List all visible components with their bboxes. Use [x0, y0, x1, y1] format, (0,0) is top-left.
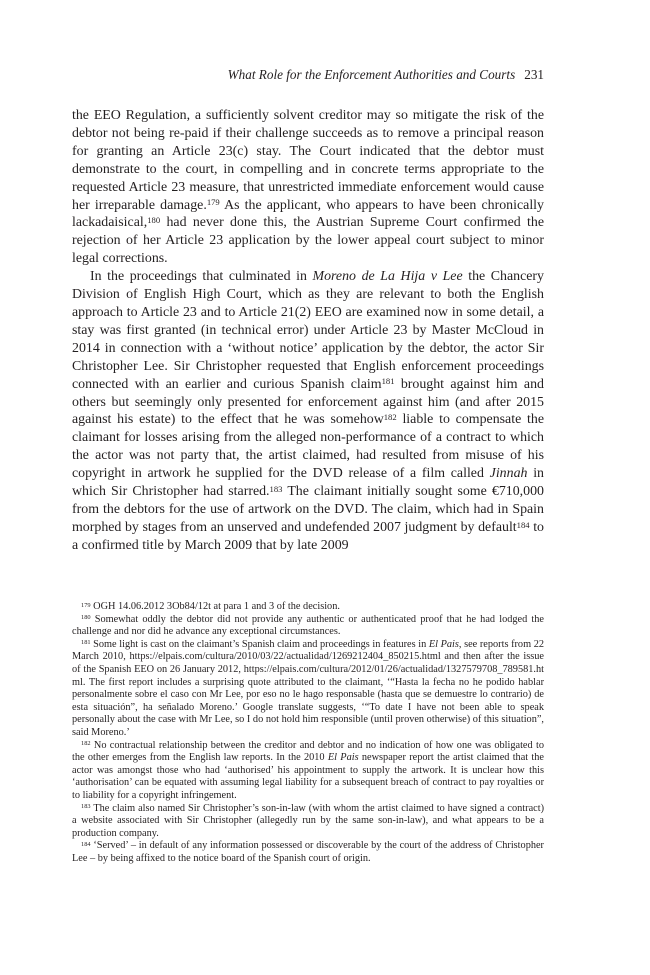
footnote-text: The claim also named Sir Christopher’s son-in-law (with whom the artist claimed to have signed a contract) a website associated with Sir Christopher (allegedly run by the same son-in-law), and what appears to be a production company.: [72, 802, 544, 839]
text-run: As the applicant, who appears to have been chronically lackadaisical,: [72, 197, 544, 231]
text-run: to a confirmed title by March 2009 that by late 2009: [72, 519, 545, 553]
text-run: in which Sir Christopher had starred.: [72, 466, 544, 500]
text-run: the Chancery Division of English High Court, which as they are relevant to both the English approach to Article 23 and to Article 21(2) EEO are examined now in some detail, a stay was first granted (in technical error) under Article 23 by Master McCloud in 2014 in connection with a ‘without notice’ application by the debtor, the actor Sir Christopher Lee. Sir Christopher requested that English enforcement proceedings connected with an earlier and curious Spanish claim: [72, 269, 545, 392]
running-head-title: What Role for the Enforcement Authorities and Courts: [227, 67, 516, 82]
footnote-184: [72, 840, 544, 865]
page-number: 231: [524, 67, 544, 82]
newspaper-name: El Pais: [428, 638, 459, 650]
footnote-ref-183[interactable]: 183: [269, 483, 283, 494]
text-run: the EEO Regulation, a sufficiently solvent creditor may so mitigate the risk of the debtor not being re-paid if their challenge succeeds as to remove a principal reason for granting an Article 23(c) stay. The Court indicated that the debtor must demonstrate to the court, in compelling and in concrete terms appropriate to the requested Article 23 measure, that unrestricted immediate enforcement would cause her irreparable damage.: [72, 108, 544, 213]
footnote-text: Somewhat oddly the debtor did not provide any authentic or authenticated proof that he had lodged the challenge and nor did he advance any exceptional circumstances.: [72, 613, 544, 638]
footnote-183: [72, 803, 544, 841]
footnote-number: 183: [81, 803, 91, 811]
case-name: Moreno de La Hija v Lee: [312, 269, 463, 285]
text-run: had never done this, the Austrian Supreme Court confirmed the rejection of her Article 23 application by the lower appeal court subject to minor legal corrections.: [72, 215, 544, 267]
footnote-ref-181[interactable]: 181: [381, 376, 395, 387]
footnote-number: 180: [81, 614, 91, 622]
footnote-ref-184[interactable]: 184: [516, 519, 530, 530]
footnote-number: 181: [81, 639, 91, 647]
main-text: [72, 107, 544, 555]
footnote-text: and then after the issue of the Spanish EEO on 26 January 2012,: [72, 651, 545, 675]
footnote-179: [72, 601, 544, 614]
footnote-text: , see reports from 22 March 2010,: [72, 638, 544, 663]
url-link[interactable]: https://elpais.com/cultura/2010/03/22/actualidad/1269212404_850215.html: [129, 651, 441, 663]
footnotes: [72, 601, 544, 865]
footnote-number: 184: [81, 840, 91, 848]
film-title: Jinnah: [489, 466, 528, 482]
footnote-ref-182[interactable]: 182: [383, 412, 397, 423]
paragraph: [72, 107, 544, 268]
footnote-181: [72, 639, 544, 740]
footnote-ref-179[interactable]: 179: [206, 197, 220, 208]
newspaper-name: El Pais: [327, 752, 359, 764]
text-run: In the proceedings that culminated in: [90, 269, 313, 285]
url-link[interactable]: https://elpais.com/cultura/2012/01/26/actualidad/1327579708_789581.html: [72, 663, 544, 688]
footnote-text: ‘Served’ – in default of any information possessed or discoverable by the court of the address of Christopher Lee – by being affixed to the notice board of the Spanish court of origin.: [72, 840, 544, 864]
footnote-text: newspaper report the artist claimed that the actor was amongst those who had ‘authorised’ his appointment to supply the artwork. It is unclear how this ‘authorisation’ can be equated with assuming legal liability for a subsequent breach of contract to pay royalties or to liability for a copyright infringement.: [72, 752, 545, 801]
footnote-ref-180[interactable]: 180: [147, 215, 161, 226]
footnote-182: [72, 740, 544, 803]
text-run: brought against him and others but seemingly only presented for enforcement against him (and after 2015 against his estate) to the effect that he was somehow: [72, 376, 544, 428]
footnote-number: 179: [81, 601, 91, 609]
footnote-text: OGH 14.06.2012 3Ob84/12t at para 1 and 3 of the decision.: [90, 601, 340, 612]
footnote-text: No contractual relationship between the creditor and debtor and no indication of how one was obligated to the other emerges from the English law reports. In the 2010: [72, 739, 544, 764]
footnote-180: [72, 614, 544, 639]
footnote-text: . The first report includes a surprising quote attributed to the claimant, ‘“Hasta la fecha no he podido hablar personalmente sobre el caso con Mr Lee, por eso no le hago responsable (hasta que se demuestre lo contrario) de esta situación”, ha señalado Moreno.’ Google translate suggests, ‘“To date I have not been able to speak personally about the case with Mr Lee, so I do not hold him responsible (until proven otherwise) of this situation”, said Moreno.’: [72, 676, 544, 738]
running-head: [72, 67, 544, 83]
text-run: liable to compensate the claimant for losses arising from the alleged non-performance of a contract to which the actor was not party that, the artist claimed, had resulted from misuse of his copyright in artwork he supplied for the DVD release of a film called: [72, 412, 544, 482]
footnote-number: 182: [81, 740, 91, 748]
paragraph: [72, 268, 544, 555]
footnote-text: Some light is cast on the claimant’s Spanish claim and proceedings in features in: [90, 638, 429, 650]
text-run: The claimant initially sought some €710,000 from the debtors for the use of artwork on the DVD. The claim, which had in Spain morphed by stages from an unserved and undefended 2007 judgment by default: [72, 484, 544, 535]
